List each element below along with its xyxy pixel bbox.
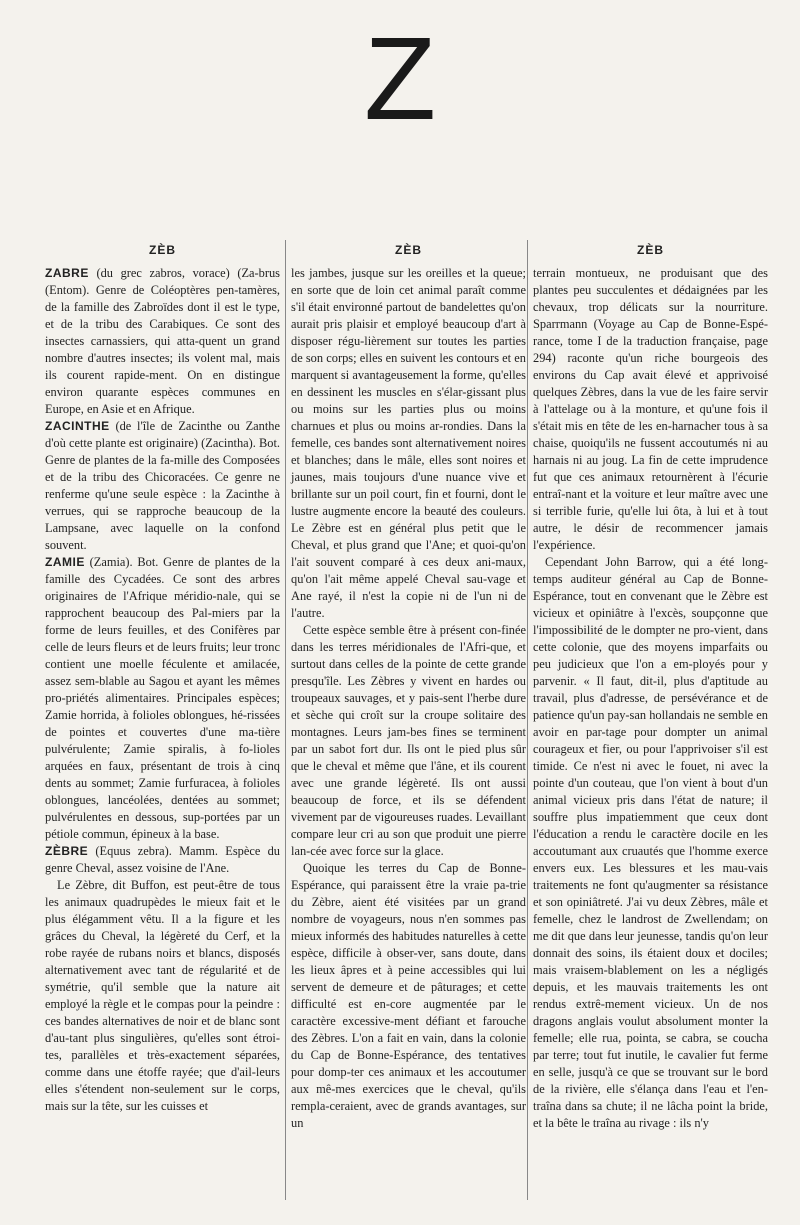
dictionary-entry (45, 418, 280, 554)
running-header: ZÈB (637, 243, 664, 257)
text-column-1 (45, 242, 280, 1115)
entry-text: (de l'île de Zacinthe ou Zanthe d'où cette plante est originaire) (Zacintha). Bot. Genre de plantes de la fa-mille des Composées et de la tribu des Chicoracées. Ce genre ne renferme qu'une seule espèce : la Zacinthe à verrues, qui se rapproche beaucoup de la Lampsane, avec laquelle on la confond souvent. (45, 419, 280, 552)
entry-text: (Zamia). Bot. Genre de plantes de la famille des Cycadées. Ce sont des arbres originaires de l'Afrique méridio-nale, qui se rapprochent beaucoup des Pal-miers par la forme de leurs feuilles, et des Conifères par celle de leurs fleurs et de leurs fruits; leur tronc contient une moelle féculente et amilacée, assez sem-blable au Sagou et ayant les mêmes pro-priétés alimentaires. Principales espèces; Zamie horrida, à folioles oblongues, hé-rissées de pointes et couvertes d'une ma-tière pulvérulente; Zamie spiralis, à fo-lioles arquées en faux, présentant de trois à cinq dents au sommet; Zamie furfuracea, à folioles oblongues, lancéolées, dentées au sommet; pulvérulentes en dessous, sup-portées par un pétiole commun, épineux à la base. (45, 555, 280, 841)
paragraph: Cependant John Barrow, qui a été long-temps auditeur général au Cap de Bonne-Espérance, tout en convenant que le Zèbre est vicieux et opiniâtre à l'excès, soupçonne que l'impossibilité de le dompter ne pro-vient, dans cette colonie, que des moyens imparfaits ou peu judicieux que l'on a em-ployés pour y parvenir. « Il faut, dit-il, plus d'aptitude au travail, plus d'adresse, de persévérance et de patience qu'un pay-san hollandais ne semble en avoir en par-tage pour dompter un animal courageux et fier, ou pour l'apprivoiser s'il est timide. Ce n'est ni avec le fouet, ni avec la pointe d'un couteau, que l'on vient à bout d'un animal vicieux pris dans l'état de nature; il souffre plus impatiemment que ceux dont l'éducation a rendu le caractère docile en les accoutumant aux cruautés que l'homme exerce envers eux. Les blessures et les mau-vais traitements ne font qu'augmenter sa résistance et son opiniâtreté. J'ai vu deux Zèbres, mâle et femelle, chez le landrost de Zwellendam; on me dit que dans leur jeunesse, tandis qu'on leur donnait des soins, ils étaient doux et dociles; mais vraisem-blablement on les a négligés depuis, et les mauvais traitements les ont rendus extrê-mement vicieux. Un de nos dragons anglais voulut absolument monter la femelle; elle rua, pointa, se cabra, se coucha par terre; tout fut inutile, le cavalier fut ferme en selle, jusqu'à ce que se trouvant sur le bord de la rivière, elle s'élança dans l'eau et l'en-traîna dans sa chute; il ne lâcha point la bride, et la bête le traîna au rivage : ils n'y (533, 555, 768, 1130)
paragraph-continued: les jambes, jusque sur les oreilles et la queue; en sorte que de loin cet animal paraît comme s'il était environné partout de bandelettes qu'on aurait pris plaisir et employé beaucoup d'art à disposer régu-lièrement sur toutes les parties de son corps; elles en suivent les contours et en marquent si avantageusement la forme, qu'elles en dessinent les muscles en s'élar-gissant plus ou moins sur les parties plus ou moins charnues et plus ou moins ar-rondies. Dans la femelle, ces bandes sont alternativement noires et blanches; dans le mâle, elles sont noires et jaunes, mais toujours d'une nuance vive et brillante sur un poil court, fin et fourni, dont le lustre augmente encore la beauté des couleurs. Le Zèbre est en général plus petit que le Cheval, et plus grand que l'Ane; et quoi-qu'on l'ait souvent comparé à ces deux ani-maux, qu'on l'ait même appelé Cheval sau-vage et Ane rayé, il n'est la copie ni de l'un ni de l'autre. (291, 266, 526, 620)
paragraph-continued: terrain montueux, ne produisant que des plantes peu succulentes et dédaignées par les chevaux, trop délicats sur la nourriture. Sparrmann (Voyage au Cap de Bonne-Espé-rance, tome I de la traduction française, page 294) raconte qu'un riche bourgeois des environs du Cap avait élevé et apprivoisé quelques Zèbres, dans la vue de les faire servir à l'attelage ou à la monture, et qu'une fois il s'était mis en tête de les en-harnacher tous à sa chaise, quoiqu'ils ne fussent accoutumés ni au harnais ni au joug. La fin de cette imprudence fut que ces animaux retournèrent à l'écurie entraî-nant et la voiture et leur maître avec une si terrible furie, qu'elle lui ôta, à lui et à tout autre, le désir de recommencer jamais l'expérience. (533, 266, 768, 552)
headword: ZACINTHE (45, 419, 110, 433)
paragraph: Cette espèce semble être à présent con-finée dans les terres méridionales de l'Afri-que, et surtout dans celles de la pointe de cette grande presqu'île. Les Zèbres y vivent en hardes ou troupeaux sauvages, et y pais-sent l'herbe dure et sèche qui croît sur la croupe solitaire des montagnes. Leurs jam-bes fines se terminent par un sabot fort dur. Ils ont le pied plus sûr que le cheval et même que l'âne, et ils courent avec une grande légèreté. Ils ont aussi beaucoup de force, et ils se défendent vivement par de vigoureuses ruades. Levaillant compare leur cri au son que produit une pierre lan-cée avec force sur la glace. (291, 623, 526, 858)
column-divider (285, 240, 286, 1200)
text-column-3 (533, 242, 768, 1132)
entry-text: (Equus zebra). Mamm. Espèce du genre Cheval, assez voisine de l'Ane. (45, 844, 280, 875)
entry-text: (du grec zabros, vorace) (Za-brus (Entom). Genre de Coléoptères pen-tamères, de la famille des Zabroïdes dont il est le type, et de la tribu des Carabiques. Ce sont des insectes carnassiers, qui atta-quent un grand nombre d'autres insectes; ils volent mal, mais ils courent rapide-ment. On en distingue environ quarante espèces communes en Europe, en Asie et en Afrique. (45, 266, 280, 416)
column-divider (527, 240, 528, 1200)
dictionary-entry (45, 265, 280, 418)
paragraph: Quoique les terres du Cap de Bonne-Espérance, qui paraissent être la vraie pa-trie du Zèbre, aient été visitées par un grand nombre de voyageurs, nous n'en sommes pas mieux informés des habitudes naturelles à cette espèce, difficile à obser-ver, sans doute, dans les lieux âpres et à peine accessibles qui lui servent de demeure et de pâturages; et cette difficulté est en-core augmentée par le caractère excessive-ment défiant et farouche des Zèbres. L'on a fait en vain, dans la colonie du Cap de Bonne-Espérance, des tentatives pour domp-ter ces animaux et les accoutumer aux mê-mes exercices que le cheval, qu'ils rempla-ceraient, avec de grands avantages, sur un (291, 861, 526, 1130)
paragraph: Le Zèbre, dit Buffon, est peut-être de tous les animaux quadrupèdes le mieux fait et le plus élégamment vêtu. Il a la figure et les grâces du Cheval, la légèreté du Cerf, et la robe rayée de rubans noirs et blancs, disposés alternativement avec tant de régularité et de symétrie, qu'il semble que la nature ait employé la règle et le compas pour la peindre : ces bandes alternatives de noir et de blanc sont d'au-tant plus singulières, qu'elles sont étroi-tes, parallèles et très-exactement séparées, comme dans une étoffe rayée; que d'ail-leurs elles s'étendent non-seulement sur le corps, mais sur la tête, sur les cuisses et (45, 878, 280, 1113)
section-letter: Z (363, 13, 437, 145)
headword: ZÈBRE (45, 844, 89, 858)
headword: ZAMIE (45, 555, 85, 569)
running-header: ZÈB (395, 243, 422, 257)
headword: ZABRE (45, 266, 89, 280)
text-column-2 (291, 242, 526, 1132)
dictionary-entry (45, 554, 280, 843)
running-header: ZÈB (149, 243, 176, 257)
dictionary-entry (45, 843, 280, 877)
